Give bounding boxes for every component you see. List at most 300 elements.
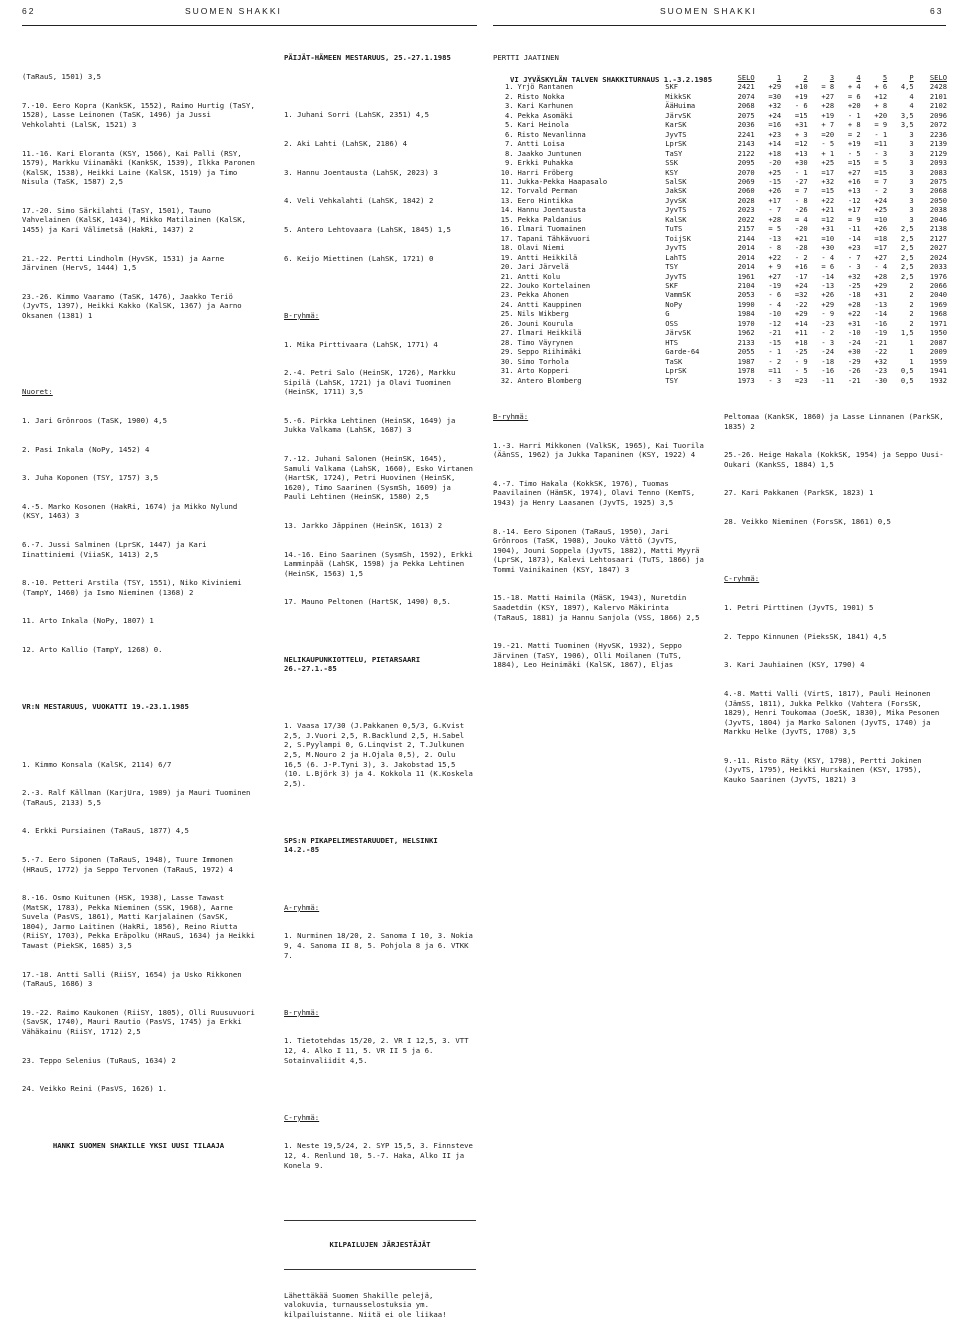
page-number-left: 62 bbox=[22, 6, 36, 16]
cell-new-rating: 2138 bbox=[929, 224, 947, 234]
cell-points: 3,5 bbox=[900, 110, 914, 120]
cell-round-3: +21 bbox=[821, 205, 835, 215]
table-row bbox=[489, 111, 949, 120]
cell-round-3: - 5 bbox=[821, 139, 835, 149]
cell-club: G bbox=[665, 309, 670, 319]
table-row bbox=[489, 281, 949, 290]
result-line: 8.-16. Osmo Kuitunen (HSK, 1938), Lasse Tawast (MatSK, 1783), Pekka Nieminen (SSK, 1968), Aarne Suvela (PasVS, 1861), Matti Karjalainen (SavSK, 1804), Jarmo Laitinen (HakRi, 1856), Reino Riutta (RiiSY, 1703), Pekka Eräpolku (HRauS, 1634) ja Heikki Tawast (PiekSK, 1685) 3,5 bbox=[22, 893, 260, 950]
cell-player-name: Pekka Asomäki bbox=[517, 110, 574, 120]
cell-round-1: - 1 bbox=[768, 347, 782, 357]
result-line: 2. Aki Lahti (LahSK, 2186) 4 bbox=[284, 139, 408, 149]
cell-rank: 9. bbox=[504, 158, 514, 168]
cell-round-5: +20 bbox=[874, 110, 888, 120]
cell-club: TuTS bbox=[665, 224, 683, 234]
cell-round-2: - 2 bbox=[794, 252, 808, 262]
cell-player-name: Risto Nokka bbox=[517, 91, 565, 101]
cell-round-2: +14 bbox=[794, 318, 808, 328]
section-title-b-group: B-ryhmä: bbox=[284, 310, 320, 320]
cell-round-4: - 1 bbox=[847, 110, 861, 120]
cell-round-5: - 2 bbox=[874, 186, 888, 196]
cell-round-1: +24 bbox=[768, 110, 782, 120]
cell-rating: 2421 bbox=[737, 82, 755, 92]
cell-rank: 6. bbox=[504, 129, 514, 139]
col-header: 2 bbox=[803, 73, 808, 82]
cell-round-2: +24 bbox=[794, 280, 808, 290]
cell-player-name: Risto Nevanlinna bbox=[517, 129, 586, 139]
result-line: 2. Pasi Inkala (NoPy, 1452) 4 bbox=[22, 444, 150, 454]
cell-round-3: = 8 bbox=[821, 82, 835, 92]
cell-round-4: +23 bbox=[847, 243, 861, 253]
table-row bbox=[489, 158, 949, 167]
cell-round-1: -12 bbox=[768, 318, 782, 328]
result-line: (TaRauS, 1501) 3,5 bbox=[22, 72, 102, 82]
cell-round-5: =11 bbox=[874, 139, 888, 149]
cell-rating: 2143 bbox=[737, 139, 755, 149]
table-row bbox=[489, 319, 949, 328]
cell-player-name: Antero Blomberg bbox=[517, 375, 582, 385]
result-line: 2.-4. Petri Salo (HeinSK, 1726), Markku Sipilä (LahSK, 1721) ja Olavi Tuominen (HeinSK, 1711) 3,5 bbox=[284, 368, 460, 397]
cell-rating: 2055 bbox=[737, 347, 755, 357]
cell-new-rating: 2068 bbox=[929, 186, 947, 196]
header-rule-right bbox=[493, 25, 946, 26]
cell-round-4: -14 bbox=[847, 233, 861, 243]
cell-round-5: -23 bbox=[874, 366, 888, 376]
table-row bbox=[489, 120, 949, 129]
result-line: 8.-14. Eero Siponen (TaRauS, 1950), Jari Grönroos (TaSK, 1908), Jouko Vättö (JyvTS, 1904), Jouni Soppela (JyvTS, 1882), Matti Myyrä (LprSK, 1873), Kalevi Lehtosaari (TuTS, 1866) ja Tommi Vainikainen (KSY, 1847) 3 bbox=[493, 526, 709, 574]
cell-rating: 1978 bbox=[737, 366, 755, 376]
cell-new-rating: 2102 bbox=[929, 101, 947, 111]
result-line: 13. Jarkko Jäppinen (HeinSK, 1613) 2 bbox=[284, 520, 443, 530]
cell-round-4: +32 bbox=[847, 271, 861, 281]
cell-round-3: =10 bbox=[821, 233, 835, 243]
result-line: 4.-5. Marko Kosonen (HakRi, 1674) ja Mikko Nylund (KSY, 1463) 3 bbox=[22, 501, 242, 521]
cell-points: 1,5 bbox=[900, 328, 914, 338]
cell-rating: 2074 bbox=[737, 91, 755, 101]
cell-round-5: =15 bbox=[874, 167, 888, 177]
result-line: 8.-10. Petteri Arstila (TSY, 1551), Niko Kiviniemi (TampY, 1460) ja Ismo Nieminen (1368) 2 bbox=[22, 578, 247, 597]
section-title-nuoret: Nuoret: bbox=[22, 387, 53, 397]
cell-round-4: +27 bbox=[847, 167, 861, 177]
cell-player-name: Hannu Joentausta bbox=[517, 205, 586, 215]
section-title-c-group: C-ryhmä: bbox=[724, 574, 760, 584]
cell-rating: 1962 bbox=[737, 328, 755, 338]
section-title-c-group: C-ryhmä: bbox=[284, 1112, 320, 1122]
cell-rating: 2023 bbox=[737, 205, 755, 215]
cell-round-4: +30 bbox=[847, 347, 861, 357]
result-line: 11.-16. Kari Eloranta (KSY, 1566), Kai Palli (RSY, 1579), Markku Viinamäki (KankSK, 1539), Ilkka Paronen (KalSK, 1538), Heikki Laine (KalSK, 1519) ja Timo Nisula (TaSK, 1587) 2,5 bbox=[22, 148, 260, 187]
cell-round-5: =18 bbox=[874, 233, 888, 243]
cell-club: SSK bbox=[665, 158, 679, 168]
table-row bbox=[489, 177, 949, 186]
cell-points: 2,5 bbox=[900, 252, 914, 262]
cell-round-5: =17 bbox=[874, 243, 888, 253]
cell-club: HTS bbox=[665, 337, 679, 347]
cell-round-5: -30 bbox=[874, 375, 888, 385]
cell-points: 2 bbox=[909, 299, 914, 309]
table-row bbox=[489, 196, 949, 205]
cell-new-rating: 2066 bbox=[929, 280, 947, 290]
cell-new-rating: 2087 bbox=[929, 337, 947, 347]
cell-points: 3 bbox=[909, 205, 914, 215]
cell-round-2: +10 bbox=[794, 82, 808, 92]
result-line: 7.-12. Juhani Salonen (HeinSK, 1645), Samuli Valkama (LahSK, 1660), Esko Virtanen (HartSK, 1724), Petri Huovinen (HeinSK, 1620), Timo Saarinen (SysmSh, 1609) ja Pauli Lehtinen (HeinSK, 1580) 2,5 bbox=[284, 454, 478, 502]
result-line: 1. Kimmo Konsala (KalSK, 2114) 6/7 bbox=[22, 759, 172, 769]
cell-new-rating: 2040 bbox=[929, 290, 947, 300]
header-rule-left bbox=[22, 25, 477, 26]
cell-round-5: -21 bbox=[874, 337, 888, 347]
cell-points: 4,5 bbox=[900, 82, 914, 92]
result-line: 9.-11. Risto Räty (KSY, 1798), Pertti Jokinen (JyvTS, 1795), Heikki Hurskainen (KSY, 1795), Kauko Saarinen (JyvTS, 1821) 3 bbox=[724, 755, 927, 784]
cell-club: JyvTS bbox=[665, 271, 687, 281]
result-line: 1.-3. Harri Mikkonen (ValkSK, 1965), Kai Tuorila (ÄänSS, 1962) ja Jukka Tapaninen (KSY, 1922) 4 bbox=[493, 440, 709, 460]
result-line: 6. Keijo Miettinen (LahSK, 1721) 0 bbox=[284, 253, 434, 263]
cell-round-3: -14 bbox=[821, 271, 835, 281]
result-line: 1. Neste 19,5/24, 2. SYP 15,5, 3. Finnsteve 12, 4. Renlund 10, 5.-7. Haka, Alko II ja Konela 9. bbox=[284, 1141, 478, 1170]
col-header: P bbox=[909, 73, 914, 82]
col-header: 1 bbox=[776, 73, 782, 82]
cell-rank: 4. bbox=[504, 110, 514, 120]
cell-round-2: =32 bbox=[794, 290, 808, 300]
cell-round-1: +18 bbox=[768, 148, 782, 158]
cell-points: 3,5 bbox=[900, 120, 914, 130]
cell-rank: 12. bbox=[500, 186, 514, 196]
result-line: 14.-16. Eino Saarinen (SysmSh, 1592), Erkki Lamminpää (LahSK, 1598) ja Pekka Lehtinen (HeinSK, 1563) 1,5 bbox=[284, 549, 478, 578]
cell-rating: 1984 bbox=[737, 309, 755, 319]
cell-new-rating: 1959 bbox=[929, 356, 947, 366]
cell-player-name: Eero Hintikka bbox=[517, 195, 574, 205]
cell-rank: 20. bbox=[500, 262, 514, 272]
result-line: 1. Tietotehdas 15/20, 2. VR I 12,5, 3. VTT 12, 4. Alko I 11, 5. VR II 5 ja 6. Sotainvaliidit 4,5. bbox=[284, 1036, 473, 1065]
cell-rank: 19. bbox=[500, 252, 514, 262]
section-title-sps-b-group: B-ryhmä: bbox=[284, 1007, 320, 1017]
result-line: 5.-6. Pirkka Lehtinen (HeinSK, 1649) ja Jukka Valkama (LahSK, 1687) 3 bbox=[284, 415, 460, 435]
cell-round-3: =20 bbox=[821, 129, 835, 139]
result-line: 7.-10. Eero Kopra (KankSK, 1552), Raimo Hurtig (TaSY, 1528), Lasse Leinonen (TaSK, 1496) ja Jussi Vehkolahti (LalSK, 1521) 3 bbox=[22, 100, 260, 129]
cell-round-1: +17 bbox=[768, 195, 782, 205]
cell-rank: 16. bbox=[500, 224, 514, 234]
result-line: 15.-18. Matti Haimila (MäSK, 1943), Nuretdin Saadetdin (KSY, 1897), Kalervo Mäkirinta (TaRauS, 1881) ja Hannu Sanjola (VSS, 1866) 2,5 bbox=[493, 593, 700, 622]
cell-round-3: -11 bbox=[821, 375, 835, 385]
cell-points: 2 bbox=[909, 309, 914, 319]
cell-points: 3 bbox=[909, 158, 914, 168]
cell-points: 0,5 bbox=[900, 366, 914, 376]
cell-new-rating: 1941 bbox=[929, 366, 947, 376]
table-row bbox=[489, 272, 949, 281]
cell-player-name: Jouni Kourula bbox=[517, 318, 574, 328]
cell-round-3: - 3 bbox=[821, 337, 835, 347]
cell-new-rating: 2127 bbox=[929, 233, 947, 243]
cell-round-4: -24 bbox=[847, 337, 861, 347]
cell-round-4: = 9 bbox=[847, 214, 861, 224]
cell-club: KarSK bbox=[665, 120, 687, 130]
cell-round-3: -18 bbox=[821, 356, 835, 366]
table-row bbox=[489, 224, 949, 233]
cell-rank: 25. bbox=[500, 309, 514, 319]
table-row bbox=[489, 234, 949, 243]
cell-round-2: -22 bbox=[794, 299, 808, 309]
cell-round-5: +25 bbox=[874, 205, 888, 215]
cell-round-5: +27 bbox=[874, 252, 888, 262]
cell-rank: 13. bbox=[500, 195, 514, 205]
cell-rating: 2014 bbox=[737, 262, 755, 272]
result-line: 1. Petri Pirttinen (JyvTS, 1901) 5 bbox=[724, 603, 874, 613]
notice-text: Lähettäkää Suomen Shakille pelejä, valokuvia, turnausselostuksia ym. kilpailuistanne. Niitä ei ole liikaa! bbox=[284, 1290, 447, 1319]
cell-rating: 2053 bbox=[737, 290, 755, 300]
cell-rank: 8. bbox=[504, 148, 514, 158]
cell-round-2: -28 bbox=[794, 243, 808, 253]
table-row bbox=[489, 328, 949, 337]
cell-points: 0,5 bbox=[900, 375, 914, 385]
cell-round-2: +18 bbox=[794, 337, 808, 347]
cell-round-3: =17 bbox=[821, 167, 835, 177]
table-row bbox=[489, 290, 949, 299]
cell-points: 3 bbox=[909, 214, 914, 224]
cell-round-4: -18 bbox=[847, 290, 861, 300]
cell-rating: 2036 bbox=[737, 120, 755, 130]
cell-club: TaSK bbox=[665, 356, 683, 366]
cell-club: ÄäHuima bbox=[665, 101, 696, 111]
cell-round-2: = 4 bbox=[794, 214, 808, 224]
cell-round-1: + 9 bbox=[768, 262, 782, 272]
col-header: 4 bbox=[856, 73, 861, 82]
cell-rating: 2095 bbox=[737, 158, 755, 168]
cell-club: KSY bbox=[665, 167, 679, 177]
cell-round-1: -19 bbox=[768, 280, 782, 290]
cell-new-rating: 2428 bbox=[929, 82, 947, 92]
cell-rank: 23. bbox=[500, 290, 514, 300]
cell-round-1: - 3 bbox=[768, 375, 782, 385]
cell-round-4: -26 bbox=[847, 366, 861, 376]
cell-round-2: +29 bbox=[794, 309, 808, 319]
cell-round-4: -10 bbox=[847, 328, 861, 338]
cell-round-1: = 5 bbox=[768, 224, 782, 234]
cell-round-1: =30 bbox=[768, 91, 782, 101]
table-row bbox=[489, 101, 949, 110]
table-row bbox=[489, 139, 949, 148]
cell-round-4: +13 bbox=[847, 186, 861, 196]
column-4 bbox=[724, 393, 949, 794]
cell-new-rating: 2236 bbox=[929, 129, 947, 139]
cell-rating: 2104 bbox=[737, 280, 755, 290]
page-number-right: 63 bbox=[930, 6, 944, 16]
cell-new-rating: 2139 bbox=[929, 139, 947, 149]
running-title-left: SUOMEN SHAKKI bbox=[185, 6, 282, 16]
cell-round-2: -20 bbox=[794, 224, 808, 234]
cell-rating: 2122 bbox=[737, 148, 755, 158]
cell-rank: 30. bbox=[500, 356, 514, 366]
result-line: 4.-8. Matti Valli (VirtS, 1817), Pauli Heinonen (JämSS, 1811), Jukka Pelkko (Vahtera (ForsSK, 1829), Henri Toukomaa (JoeSK, 1830), Mika Pesonen (JyvTS, 1804) ja Marko Salonen (JyvTS, 1740) ja Markku Helke (JyvTS, 1708) 3,5 bbox=[724, 688, 944, 737]
cell-rating: 2068 bbox=[737, 101, 755, 111]
cell-new-rating: 2101 bbox=[929, 91, 947, 101]
cell-round-1: +23 bbox=[768, 129, 782, 139]
cell-rank: 14. bbox=[500, 205, 514, 215]
cell-points: 4 bbox=[909, 91, 914, 101]
cell-round-2: = 7 bbox=[794, 186, 808, 196]
cell-round-2: -26 bbox=[794, 205, 808, 215]
result-line: 4.-7. Timo Hakala (KokkSK, 1976), Tuomas Paavilainen (HämSK, 1974), Olavi Tenno (KemTS, 1943) ja Henry Laasanen (JyvTS, 1925) 3,5 bbox=[493, 478, 700, 508]
result-line: 4. Veli Vehkalahti (LahSK, 1842) 2 bbox=[284, 196, 434, 206]
running-title-right: SUOMEN SHAKKI bbox=[660, 6, 757, 16]
cell-rank: 28. bbox=[500, 337, 514, 347]
cell-player-name: Pekka Ahonen bbox=[517, 290, 569, 300]
result-line: 3. Juha Koponen (TSY, 1757) 3,5 bbox=[22, 473, 159, 483]
cell-round-4: +22 bbox=[847, 309, 861, 319]
cell-player-name: Seppo Riihimäki bbox=[517, 347, 582, 357]
cell-round-5: +26 bbox=[874, 224, 888, 234]
cell-points: 2 bbox=[909, 290, 914, 300]
cell-rating: 1987 bbox=[737, 356, 755, 366]
cell-round-3: -13 bbox=[821, 280, 835, 290]
cell-club: TSY bbox=[665, 375, 679, 385]
cell-round-1: - 8 bbox=[768, 243, 782, 253]
cell-player-name: Kari Heinola bbox=[517, 120, 569, 130]
cell-player-name: Yrjö Rantanen bbox=[517, 82, 574, 92]
cell-round-3: + 1 bbox=[821, 148, 835, 158]
cell-new-rating: 2083 bbox=[929, 167, 947, 177]
result-line: 6.-7. Jussi Salminen (LprSK, 1447) ja Kari Iinattiniemi (ViiaSK, 1413) 2,5 bbox=[22, 539, 211, 559]
result-line: 1. Jari Grönroos (TaSK, 1900) 4,5 bbox=[22, 415, 167, 425]
cell-round-1: +26 bbox=[768, 186, 782, 196]
result-line: 24. Veikko Reini (PasVS, 1626) 1. bbox=[22, 1084, 167, 1094]
cell-round-1: - 4 bbox=[768, 299, 782, 309]
cell-round-5: = 9 bbox=[874, 120, 888, 130]
cell-round-2: +31 bbox=[794, 120, 808, 130]
cell-round-2: =15 bbox=[794, 110, 808, 120]
cell-points: 1 bbox=[909, 356, 914, 366]
result-line: Peltomaa (KankSK, 1860) ja Lasse Linnanen (ParkSK, 1835) 2 bbox=[724, 412, 949, 431]
cell-round-5: -19 bbox=[874, 328, 888, 338]
cell-player-name: Erkki Puhakka bbox=[517, 158, 574, 168]
cell-player-name: Pekka Paldanius bbox=[517, 214, 582, 224]
cell-club: JyvSK bbox=[665, 195, 687, 205]
cell-round-5: - 3 bbox=[874, 148, 888, 158]
cell-round-2: + 3 bbox=[794, 129, 808, 139]
cell-new-rating: 2075 bbox=[929, 176, 947, 186]
result-line: 3. Hannu Joentausta (LahSK, 2023) 3 bbox=[284, 167, 438, 177]
cell-rating: 2014 bbox=[737, 243, 755, 253]
cell-points: 2,5 bbox=[900, 233, 914, 243]
cell-new-rating: 2129 bbox=[929, 148, 947, 158]
result-line: 1. Nurminen 18/20, 2. Sanoma I 10, 3. Nokia 9, 4. Sanoma II 8, 5. Pohjola 8 ja 6. VTKK 7. bbox=[284, 931, 478, 960]
result-line: 12. Arto Kallio (TampY, 1268) 0. bbox=[22, 645, 163, 654]
cell-round-1: +27 bbox=[768, 271, 782, 281]
cell-rating: 1970 bbox=[737, 318, 755, 328]
cell-round-5: = 5 bbox=[874, 158, 888, 168]
section-title-vr: VR:N MESTARUUS, VUOKATTI 19.-23.1.1985 bbox=[22, 702, 189, 712]
cell-points: 3 bbox=[909, 167, 914, 177]
cell-round-2: =12 bbox=[794, 139, 808, 149]
cell-new-rating: 2096 bbox=[929, 110, 947, 120]
cell-rank: 18. bbox=[500, 243, 514, 253]
cell-rank: 15. bbox=[500, 214, 514, 224]
column-1 bbox=[22, 34, 260, 1161]
cell-round-4: + 4 bbox=[847, 82, 861, 92]
cell-round-2: +11 bbox=[794, 328, 808, 338]
cell-round-3: +28 bbox=[821, 101, 835, 111]
cell-round-1: -15 bbox=[768, 337, 782, 347]
cell-round-2: +21 bbox=[794, 233, 808, 243]
cell-round-5: -22 bbox=[874, 347, 888, 357]
cell-new-rating: 1968 bbox=[929, 309, 947, 319]
cell-round-2: -17 bbox=[794, 271, 808, 281]
cell-round-1: -21 bbox=[768, 328, 782, 338]
cell-rank: 10. bbox=[500, 167, 514, 177]
cell-club: LprSK bbox=[665, 366, 687, 376]
section-title-paijat-hame: PÄIJÄT-HÄMEEN MESTARUUS, 25.-27.1.1985 bbox=[284, 53, 451, 63]
cell-new-rating: 2033 bbox=[929, 262, 947, 272]
col-header: SELO bbox=[929, 73, 947, 82]
author: PERTTI JAATINEN bbox=[493, 53, 559, 63]
subscribe-footer: HANKI SUOMEN SHAKILLE YKSI UUSI TILAAJA bbox=[52, 1141, 225, 1151]
notice-box bbox=[284, 1220, 476, 1270]
cell-points: 2 bbox=[909, 280, 914, 290]
cell-rank: 1. bbox=[504, 82, 514, 92]
cell-club: KalSK bbox=[665, 214, 687, 224]
cell-club: JyvTS bbox=[665, 205, 687, 215]
cell-rating: 2069 bbox=[737, 176, 755, 186]
cell-club: TSY bbox=[665, 262, 679, 272]
cell-round-2: +30 bbox=[794, 158, 808, 168]
cell-round-5: -16 bbox=[874, 318, 888, 328]
cell-round-3: +27 bbox=[821, 91, 835, 101]
result-line: 19.-21. Matti Tuominen (HyvSK, 1932), Seppo Järvinen (TaSY, 1906), Olli Moilanen (TuTS, 1884), Leo Heinimäki (KalSK, 1867), Eljas bbox=[493, 641, 687, 670]
table-row bbox=[489, 357, 949, 366]
results-continued bbox=[22, 53, 260, 339]
cell-club: JyvTS bbox=[665, 243, 687, 253]
cell-rating: 2070 bbox=[737, 167, 755, 177]
result-line: 28. Veikko Nieminen (ForsSK, 1861) 0,5 bbox=[724, 517, 891, 527]
cell-new-rating: 2009 bbox=[929, 347, 947, 357]
cell-club: NoPy bbox=[665, 299, 683, 309]
cell-round-4: -11 bbox=[847, 224, 861, 234]
cell-rating: 1973 bbox=[737, 375, 755, 385]
table-row bbox=[489, 366, 949, 375]
cell-round-3: +22 bbox=[821, 195, 835, 205]
cell-points: 2,5 bbox=[900, 271, 914, 281]
result-line: 17.-20. Simo Särkilahti (TaSY, 1501), Tauno Vahvelainen (KalSK, 1434), Mikko Matilainen (KalSK, 1455) ja Kari Välimetsä (HakRi, 1437) 2 bbox=[22, 205, 251, 234]
cell-round-3: +31 bbox=[821, 224, 835, 234]
table-row bbox=[489, 130, 949, 139]
cell-points: 4 bbox=[909, 101, 914, 111]
cell-player-name: Nils Wikberg bbox=[517, 309, 569, 319]
cell-club: SalSK bbox=[665, 176, 687, 186]
cell-round-1: +32 bbox=[768, 101, 782, 111]
cell-rating: 2028 bbox=[737, 195, 755, 205]
col-header: 3 bbox=[829, 73, 835, 82]
cell-club: JyvTS bbox=[665, 129, 687, 139]
cell-points: 2,5 bbox=[900, 262, 914, 272]
cell-round-4: - 7 bbox=[847, 252, 861, 262]
cell-player-name: Ilmari Heikkilä bbox=[517, 328, 582, 338]
cell-round-3: +32 bbox=[821, 176, 835, 186]
cell-round-4: - 5 bbox=[847, 148, 861, 158]
table-row bbox=[489, 253, 949, 262]
cell-player-name: Simo Torhola bbox=[517, 356, 569, 366]
cell-round-5: +31 bbox=[874, 290, 888, 300]
result-line: 1. Juhani Sorri (LahSK, 2351) 4,5 bbox=[284, 110, 429, 120]
cell-points: 2,5 bbox=[900, 224, 914, 234]
cell-player-name: Timo Väyrynen bbox=[517, 337, 574, 347]
cell-round-2: - 5 bbox=[794, 366, 808, 376]
column-3-lower bbox=[493, 393, 709, 679]
cell-new-rating: 1971 bbox=[929, 318, 947, 328]
cell-rank: 5. bbox=[504, 120, 514, 130]
cell-round-3: +19 bbox=[821, 110, 835, 120]
cell-round-5: + 6 bbox=[874, 82, 888, 92]
cell-player-name: Olavi Niemi bbox=[517, 243, 565, 253]
cell-player-name: Jaakko Juntunen bbox=[517, 148, 582, 158]
cell-new-rating: 2072 bbox=[929, 120, 947, 130]
